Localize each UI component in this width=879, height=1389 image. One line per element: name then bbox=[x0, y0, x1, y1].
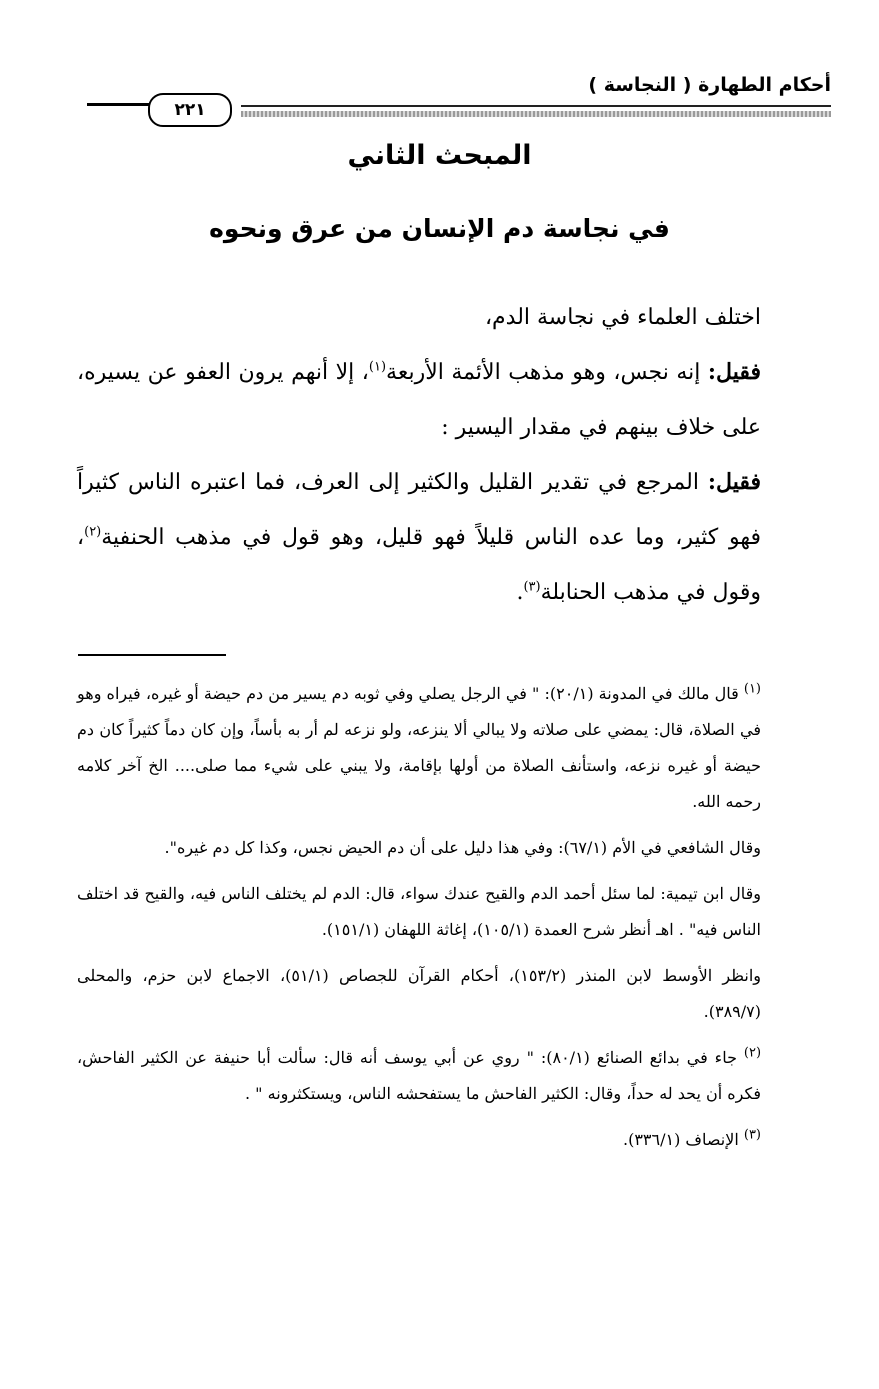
section-title: المبحث الثاني bbox=[347, 140, 532, 171]
footnote-2 bbox=[77, 1040, 801, 1112]
footnote-separator bbox=[78, 654, 226, 656]
opinion-text: . bbox=[516, 580, 524, 605]
running-title: أحكام الطهارة ( النجاسة ) bbox=[588, 74, 831, 96]
header-ornament-rule bbox=[241, 111, 831, 117]
footnotes bbox=[77, 676, 801, 1158]
footnote-ref[interactable]: (٣) bbox=[523, 579, 541, 595]
footnote-ref[interactable]: (١) bbox=[368, 359, 387, 375]
footnote-1-paragraph-4: وانظر الأوسط لابن المنذر (١٥٣/٢)، أحكام القرآن للجصاص (٥١/١)، الاجماع لابن حزم، والمحلى (٣٨٩/٧). bbox=[77, 966, 762, 1021]
opinion-text: إنه نجس، وهو مذهب الأئمة الأربعة bbox=[386, 360, 708, 385]
footnote-text: الإنصاف (٣٣٦/١). bbox=[622, 1130, 744, 1149]
opinion-text: المرجع في تقدير القليل والكثير إلى العرف، فما اعتبره الناس كثيراً فهو كثير، وما عده الناس قليلاً فهو قليل، وهو قول في مذهب الحنفية bbox=[77, 470, 761, 550]
opinion-label: فقيل: bbox=[707, 359, 761, 385]
intro-paragraph: اختلف العلماء في نجاسة الدم، bbox=[484, 305, 761, 330]
footnote-1-paragraph-2: وقال الشافعي في الأم (٦٧/١): وفي هذا دليل على أن دم الحيض نجس، وكذا كل دم غيره". bbox=[164, 838, 761, 857]
page-number-badge bbox=[148, 93, 232, 127]
footnote-ref[interactable]: (٢) bbox=[84, 524, 102, 540]
opinion-label: فقيل: bbox=[707, 469, 761, 495]
header-left-rule bbox=[87, 103, 151, 106]
header-rule bbox=[241, 105, 831, 107]
footnote-1-paragraph-3: وقال ابن تيمية: لما سئل أحمد الدم والقيح عندك سواء، قال: الدم لم يختلف الناس فيه، والقيح قد اختلف الناس فيه" . اهـ أنظر شرح العمدة (١٠٥/١)، إغاثة اللهفان (١٥١/١). bbox=[77, 884, 761, 939]
footnote-1 bbox=[77, 676, 801, 820]
footnote-text: جاء في بدائع الصنائع (٨٠/١): " روي عن أبي يوسف أنه قال: سألت أبا حنيفة عن الكثير الفاحش، فكره أن يحد له حداً، وقال: الكثير الفاحش ما يستفحشه الناس، ويستكثرونه " . bbox=[77, 1048, 761, 1103]
page-number: ٢٢١ bbox=[174, 100, 206, 120]
footnote-marker: (٣) bbox=[743, 1127, 761, 1143]
opinion-1-paragraph bbox=[77, 345, 801, 455]
main-text bbox=[77, 290, 801, 620]
footnote-3 bbox=[77, 1122, 801, 1158]
opinion-text: ، وقول في مذهب الحنابلة bbox=[77, 525, 761, 605]
opinion-2-paragraph bbox=[77, 455, 801, 620]
opinion-text: ، إلا أنهم يرون العفو عن يسيره، على خلاف بينهم في مقدار اليسير : bbox=[77, 360, 761, 440]
footnote-marker: (١) bbox=[743, 681, 761, 697]
footnote-text: قال مالك في المدونة (٢٠/١): " في الرجل يصلي وفي ثوبه دم يسير من دم حيضة أو غيره، فيراه وهو في الصلاة، قال: يمضي على صلاته ولا يبالي ألا ينزعه، ولو نزعه لم أر به بأساً، وإن كان دماً كثيراً كان دم حيضة أو غيره نزعه، واستأنف الصلاة من أولها بإقامة، ولا يبني على شيء مما صلى.... الخ آخر كلامه رحمه الله. bbox=[77, 684, 761, 811]
footnote-marker: (٢) bbox=[743, 1045, 762, 1061]
chapter-title: في نجاسة دم الإنسان من عرق ونحوه bbox=[209, 214, 670, 243]
